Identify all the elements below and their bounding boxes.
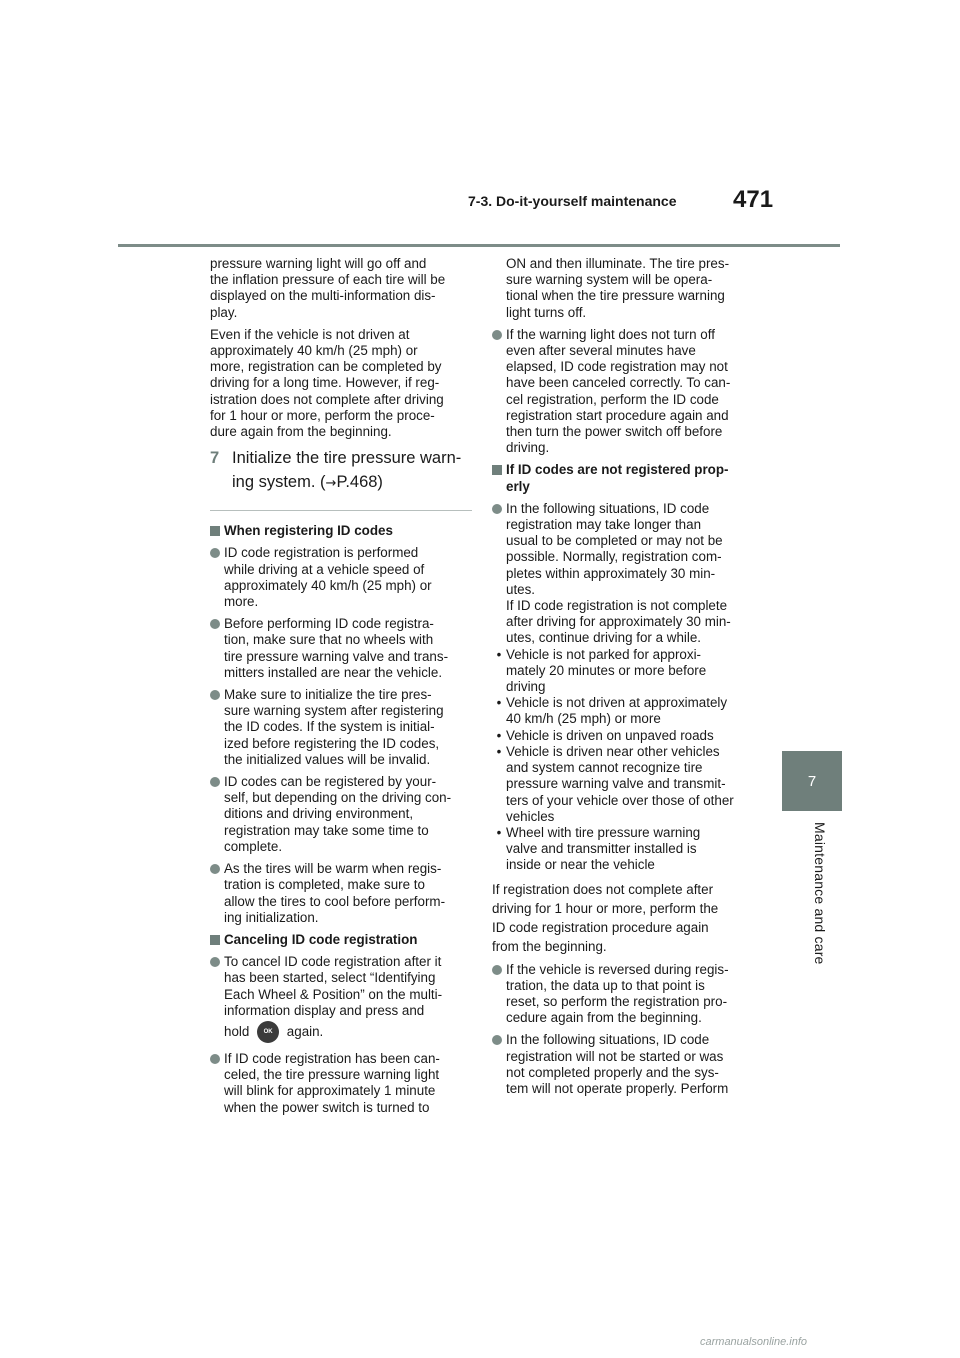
sub-list-item-text: Vehicle is not driven at approximately 40 km/h (25 mph) or more [506, 695, 728, 727]
sub-list-item [492, 647, 754, 696]
page-number: 471 [733, 186, 774, 213]
list-item [492, 1032, 754, 1097]
heading-canceling [210, 932, 472, 948]
dot-marker-icon: • [496, 743, 502, 759]
circle-bullet-icon [210, 1054, 220, 1064]
list-item [210, 687, 472, 768]
circle-bullet-icon [210, 619, 220, 629]
again-text: again. [286, 1023, 324, 1039]
circle-bullet-icon [210, 548, 220, 558]
circle-bullet-icon [492, 330, 502, 340]
square-bullet-icon [492, 465, 502, 475]
list-item [492, 327, 754, 457]
list-item [210, 954, 472, 1045]
circle-bullet-icon [492, 504, 502, 514]
list-item-text: ID codes can be registered by your- self, but depending on the driving con- ditions and driving environment, registration may take some time to complete. [224, 774, 452, 854]
list-item-text: If the warning light does not turn off even after several minutes have elapsed, ID code registration may not have been canceled correctly. To can- cel registration, perform the ID code registration start procedure again and then turn the power switch off before driving. [506, 326, 731, 456]
step-text-a: Initialize the tire pressure warn- ing system. ( [232, 449, 462, 492]
list-item-text: If ID code registration has been can- celed, the tire pressure warning light will blink for approximately 1 minute when the power switch is turned to [224, 1050, 440, 1115]
dot-marker-icon: • [496, 824, 502, 840]
list-item-text: ID code registration is performed while driving at a vehicle speed of approximately 40 km/h (25 mph) or more. [224, 545, 432, 610]
circle-bullet-icon [210, 777, 220, 787]
chapter-label: Maintenance and care [812, 822, 828, 965]
arrow-icon: → [325, 476, 337, 492]
square-bullet-icon [210, 526, 220, 536]
list-item-text: As the tires will be warm when regis- tration is completed, make sure to allow the tires to cool before perform- ing initialization. [224, 861, 446, 925]
dot-marker-icon: • [496, 646, 502, 662]
left-column [210, 256, 472, 1122]
continued-text: ON and then illuminate. The tire pres- sure warning system will be opera- tional when the tire pressure warning light turns off. [506, 256, 730, 320]
list-item-text: In the following situations, ID code registration may take longer than usual to be completed or may not be possible. Normally, registration com- pletes within approximately 30 min- utes. If ID code registration is not complete after driving for approximately 30 min- utes, continue driving for a while. [506, 500, 731, 646]
list-item [210, 1051, 472, 1116]
chapter-number: 7 [807, 772, 817, 790]
step-7 [210, 446, 472, 496]
square-bullet-icon [210, 935, 220, 945]
intro-paragraph-1: pressure warning light will go off and the inflation pressure of each tire will be displayed on the multi-information dis- play. [210, 256, 446, 320]
hold-text: hold [224, 1023, 250, 1039]
list-item [210, 774, 472, 855]
list-item-text [224, 954, 442, 1045]
sub-list-item-text: Vehicle is driven near other vehicles and system cannot recognize tire pressure warning valve and transmit- ters of your vehicle over those of other vehicles [506, 743, 734, 824]
circle-bullet-icon [210, 957, 220, 967]
sub-list-item [492, 695, 754, 727]
plain-paragraph: If registration does not complete after driving for 1 hour or more, perform the ID code registration procedure again from the beginning. [492, 881, 719, 954]
circle-bullet-icon [210, 864, 220, 874]
dot-marker-icon: • [496, 727, 502, 743]
list-item-text: Before performing ID code registra- tion, make sure that no wheels with tire pressure warning valve and trans- mitters installed are near the vehicle. [224, 616, 449, 680]
sub-list-item [492, 825, 754, 874]
circle-bullet-icon [492, 1035, 502, 1045]
section-divider [210, 510, 472, 511]
list-item-text: If the vehicle is reversed during regis- tration, the data up to that point is reset, so perform the registration pro- cedure again from the beginning. [506, 961, 729, 1026]
chapter-tab[interactable] [782, 751, 842, 811]
dot-marker-icon: • [496, 695, 502, 711]
sub-list-item-text: Wheel with tire pressure warning valve and transmitter installed is inside or near the vehicle [506, 824, 701, 873]
sub-list-item [492, 744, 754, 825]
cancel-instruction-text: To cancel ID code registration after it has been started, select “Identifying Each Wheel & Position” on the multi- information display and press and [224, 954, 443, 1018]
header-rule [118, 244, 840, 247]
step-text [232, 446, 461, 496]
sub-list-item [492, 728, 754, 744]
list-item-text: In the following situations, ID code registration will not be started or was not completed properly and the sys- tem will not operate properly. Perform [506, 1032, 729, 1096]
right-column [492, 256, 754, 1103]
list-item [492, 962, 754, 1027]
step-number: 7 [210, 449, 220, 468]
list-item [210, 861, 472, 926]
watermark-logo: carmanualsonline.info [700, 1336, 808, 1348]
list-item [492, 501, 754, 647]
circle-bullet-icon [492, 965, 502, 975]
ok-button-icon: OK [257, 1021, 279, 1043]
sub-list-item-text: Vehicle is driven on unpaved roads [506, 727, 714, 743]
page-reference-link[interactable]: P.468) [336, 473, 383, 492]
list-item-text: Make sure to initialize the tire pres- sure warning system after registering the ID codes. If the system is initial- ized before registering the ID codes, the initialized values will be invalid. [224, 687, 444, 767]
list-item [210, 545, 472, 610]
heading-text: Canceling ID code registration [224, 931, 418, 947]
section-title: 7-3. Do-it-yourself maintenance [468, 193, 677, 209]
sub-list-item-text: Vehicle is not parked for approxi- mately 20 minutes or more before driving [506, 646, 707, 695]
heading-not-registered [492, 462, 754, 494]
circle-bullet-icon [210, 690, 220, 700]
intro-paragraph-2: Even if the vehicle is not driven at approximately 40 km/h (25 mph) or more, registration can be completed by driving for a long time. However, if reg- istration does not complete after driving for 1 hour or more, perform the proce- dure again from the beginning. [210, 326, 444, 440]
heading-registering [210, 523, 472, 539]
list-item [210, 616, 472, 681]
heading-text: When registering ID codes [224, 523, 393, 539]
heading-text: If ID codes are not registered prop- erly [506, 462, 729, 494]
